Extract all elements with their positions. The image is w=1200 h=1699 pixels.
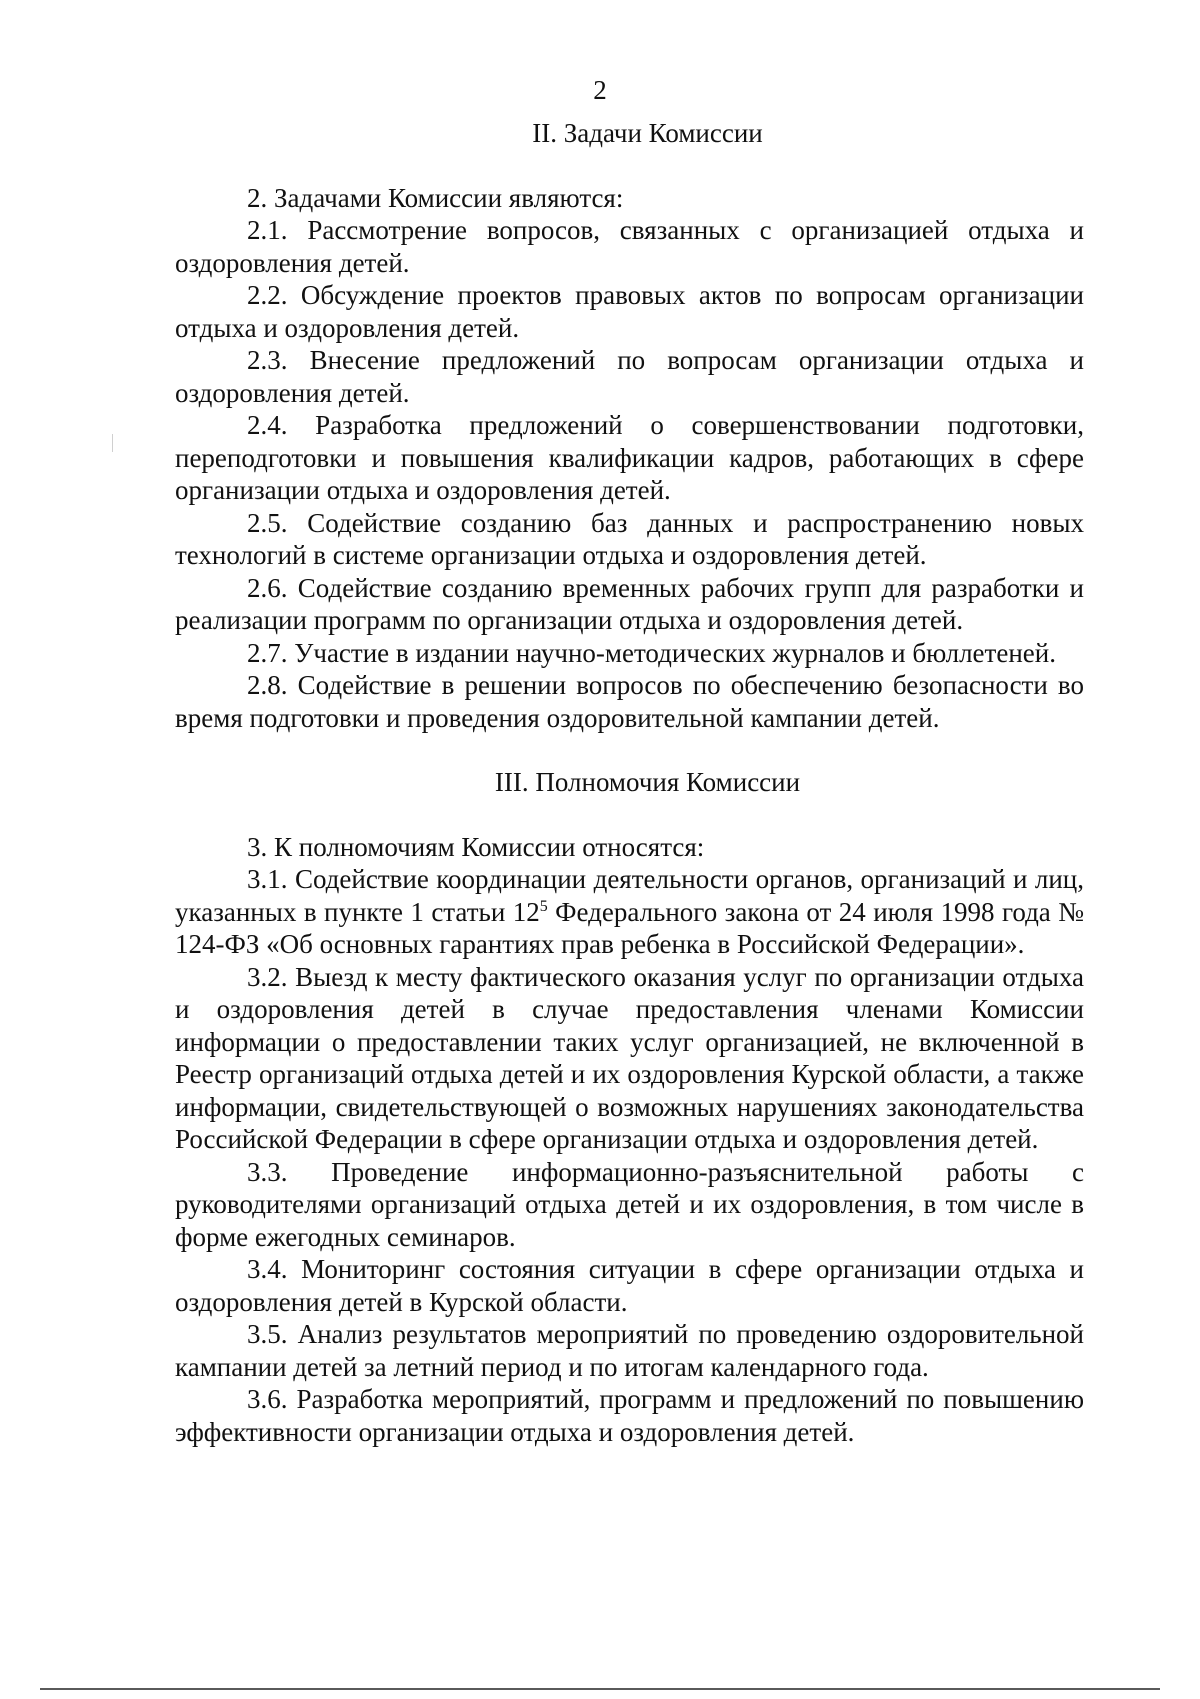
- scan-bottom-edge: [40, 1688, 1160, 1690]
- section-2-intro: 2. Задачами Комиссии являются:: [247, 182, 624, 213]
- paragraph-3-6: 3.6. Разработка мероприятий, программ и предложений по повышению эффективности организации отдыха и оздоровления детей.: [175, 1384, 1084, 1447]
- page-number: 2: [593, 75, 607, 105]
- paragraph-2-3: 2.3. Внесение предложений по вопросам организации отдыха и оздоровления детей.: [175, 345, 1084, 408]
- section-2-heading: II. Задачи Комиссии: [532, 118, 763, 148]
- paragraph-3-1: [175, 863, 1084, 961]
- section-3-intro: 3. К полномочиям Комиссии относятся:: [247, 831, 705, 862]
- paragraph-3-4: 3.4. Мониторинг состояния ситуации в сфере организации отдыха и оздоровления детей в Курской области.: [175, 1254, 1084, 1317]
- paragraph-2-8: 2.8. Содействие в решении вопросов по обеспечению безопасности во время подготовки и проведения оздоровительной кампании детей.: [175, 670, 1084, 733]
- document-body: [175, 117, 1084, 1448]
- paragraph-3-1-text-start: 3.1. Содействие координации деятельности органов, организаций и лиц, указанных в пункте 1 статьи 12: [175, 864, 1084, 927]
- paragraph-2-4: 2.4. Разработка предложений о совершенствовании подготовки, переподготовки и повышения квалификации кадров, работающих в сфере организации отдыха и оздоровления детей.: [175, 410, 1084, 505]
- paragraph-2-2: 2.2. Обсуждение проектов правовых актов по вопросам организации отдыха и оздоровления детей.: [175, 280, 1084, 343]
- paragraph-2-6: 2.6. Содействие созданию временных рабочих групп для разработки и реализации программ по организации отдыха и оздоровления детей.: [175, 572, 1084, 635]
- paragraph-3-3: 3.3. Проведение информационно-разъяснительной работы с руководителями организаций отдыха детей и их оздоровления, в том числе в форме ежегодных семинаров.: [175, 1156, 1084, 1252]
- paragraph-3-1-text-end: Федерального закона от 24 июля 1998 года № 124-ФЗ «Об основных гарантиях прав ребенка в Российской Федерации».: [175, 896, 1084, 959]
- margin-mark: [112, 434, 113, 452]
- section-3-heading: III. Полномочия Комиссии: [494, 767, 801, 797]
- article-superscript: 5: [539, 897, 548, 915]
- paragraph-3-5: 3.5. Анализ результатов мероприятий по проведению оздоровительной кампании детей за летний период и по итогам календарного года.: [175, 1319, 1084, 1382]
- paragraph-2-1: 2.1. Рассмотрение вопросов, связанных с организацией отдыха и оздоровления детей.: [175, 215, 1084, 278]
- paragraph-3-2: 3.2. Выезд к месту фактического оказания услуг по организации отдыха и оздоровления детей в случае предоставления членами Комиссии информации о предоставлении таких услуг организацией, не включенной в Реестр организаций отдыха детей и их оздоровления Курской области, а также информации, свидетельствующей о возможных нарушениях законодательства Российской Федерации в сфере организации отдыха и оздоровления детей.: [175, 961, 1084, 1154]
- paragraph-2-5: 2.5. Содействие созданию баз данных и распространению новых технологий в системе организации отдыха и оздоровления детей.: [175, 507, 1084, 570]
- paragraph-2-7: 2.7. Участие в издании научно-методических журналов и бюллетеней.: [247, 637, 1056, 668]
